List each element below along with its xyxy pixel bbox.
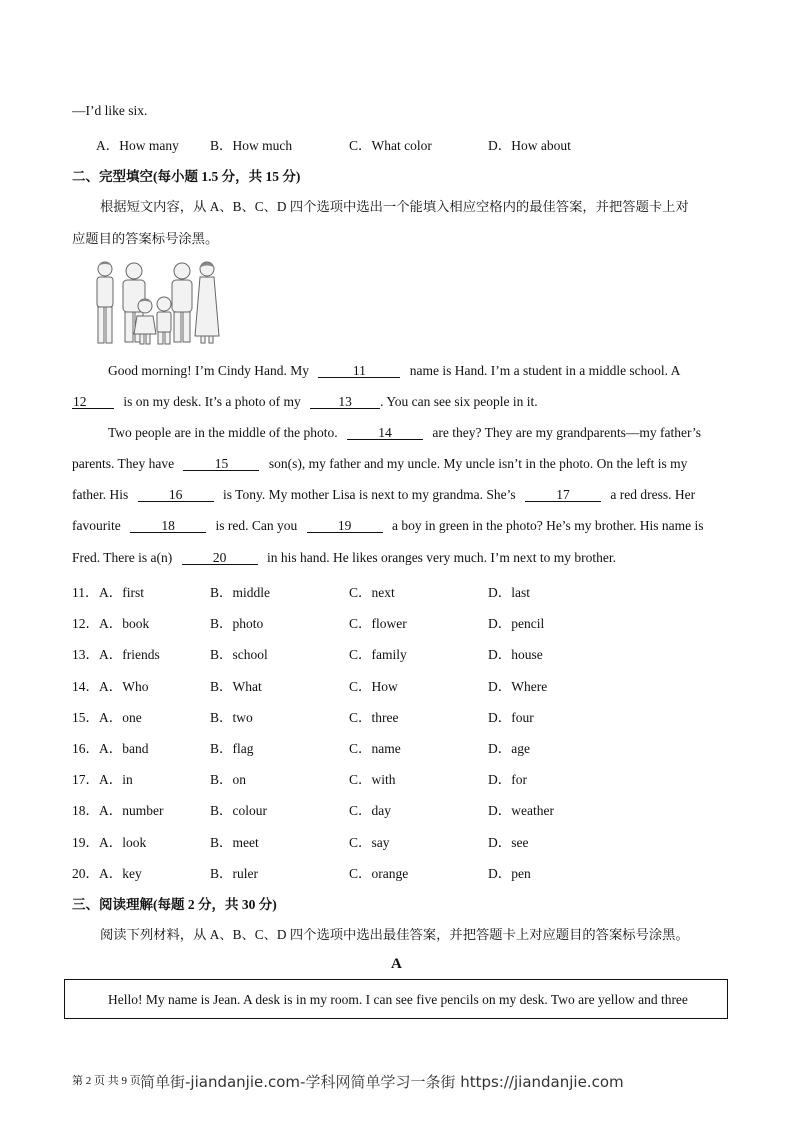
section3-title: 三、阅读理解(每题 2 分，共 30 分) <box>72 897 277 912</box>
passage-line-7 <box>72 550 616 566</box>
page-number: 第 2 页 共 9 页 <box>72 1075 141 1087</box>
passage-letter: A <box>391 956 402 972</box>
option-a[interactable]: A．book <box>99 616 150 631</box>
blank-11[interactable]: 11 <box>318 364 400 378</box>
passage-text: parents. They have <box>72 456 175 471</box>
question-number: 15． <box>72 710 99 725</box>
option-d[interactable]: D．pen <box>488 866 531 881</box>
option-d[interactable]: D．see <box>488 835 529 850</box>
option-b[interactable]: B．middle <box>210 585 270 600</box>
option-c[interactable]: C．How <box>349 679 398 694</box>
blank-12[interactable]: 12 <box>72 395 114 409</box>
option-a[interactable]: A．band <box>99 741 149 756</box>
option-d[interactable]: D．house <box>488 647 543 662</box>
question-number: 14． <box>72 679 99 694</box>
option-b[interactable]: B．flag <box>210 741 254 756</box>
passage-text: father. His <box>72 487 129 502</box>
option-c[interactable]: C．flower <box>349 616 407 631</box>
blank-16[interactable]: 16 <box>138 488 214 502</box>
blank-18[interactable]: 18 <box>130 519 206 533</box>
option-c[interactable]: C．say <box>349 835 390 850</box>
question-number: 13． <box>72 647 99 662</box>
passage-line-2 <box>72 394 538 410</box>
passage-text: in his hand. He likes oranges very much. I’m next to my brother. <box>266 550 617 565</box>
option-c[interactable]: C．with <box>349 772 396 787</box>
passage-text: a boy in green in the photo? He’s my brother. His name is <box>391 518 704 533</box>
passage-text: is Tony. My mother Lisa is next to my grandma. She’s <box>223 487 516 502</box>
option-c[interactable]: C．name <box>349 741 401 756</box>
passage-line-6 <box>72 518 704 534</box>
option-a[interactable]: A．key <box>99 866 142 881</box>
option-d[interactable]: D．weather <box>488 803 554 818</box>
option-d[interactable]: D．last <box>488 585 530 600</box>
passage-text: a red dress. Her <box>610 487 696 502</box>
option-b[interactable]: B．ruler <box>210 866 258 881</box>
prev-option-c: C．What color <box>349 138 432 153</box>
watermark: 简单街-jiandanjie.com-学科网简单学习一条街 https://jiandanjie.com <box>140 1073 624 1091</box>
option-b[interactable]: B．on <box>210 772 247 787</box>
option-b[interactable]: B．colour <box>210 803 267 818</box>
blank-13[interactable]: 13 <box>310 395 380 409</box>
option-c[interactable]: C．orange <box>349 866 409 881</box>
option-a[interactable]: A．one <box>99 710 142 725</box>
question-number: 18． <box>72 803 99 818</box>
option-c[interactable]: C．next <box>349 585 395 600</box>
passage-text: Good morning! I’m Cindy Hand. My <box>108 363 309 378</box>
question-number: 16． <box>72 741 99 756</box>
prev-answer-line: —I’d like six. <box>72 103 148 118</box>
passage-text: Two people are in the middle of the photo. <box>108 425 338 440</box>
option-c[interactable]: C．three <box>349 710 399 725</box>
passage-text: . You can see six people in it. <box>380 394 538 409</box>
option-a[interactable]: A．friends <box>99 647 160 662</box>
option-b[interactable]: B．school <box>210 647 268 662</box>
option-b[interactable]: B．What <box>210 679 262 694</box>
passage-text: Fred. There is a(n) <box>72 550 173 565</box>
option-b[interactable]: B．two <box>210 710 253 725</box>
option-b[interactable]: B．photo <box>210 616 264 631</box>
passage-text: are they? They are my grandparents—my father’s <box>432 425 702 440</box>
option-a[interactable]: A．look <box>99 835 147 850</box>
question-number: 11． <box>72 585 99 600</box>
section2-instruction-1: 根据短文内容，从 A、B、C、D 四个选项中选出一个能填入相应空格内的最佳答案，并把答题卡上对 <box>100 199 689 214</box>
passage-text: is red. Can you <box>215 518 298 533</box>
option-b[interactable]: B．meet <box>210 835 259 850</box>
question-number: 20． <box>72 866 99 881</box>
passage-line-5 <box>72 487 695 503</box>
family-illustration <box>92 256 224 348</box>
passage-text: son(s), my father and my uncle. My uncle isn’t in the photo. On the left is my <box>268 456 688 471</box>
option-d[interactable]: D．age <box>488 741 530 756</box>
option-a[interactable]: A．in <box>99 772 133 787</box>
prev-option-a: A．How many <box>96 138 179 153</box>
question-number: 19． <box>72 835 99 850</box>
blank-19[interactable]: 19 <box>307 519 383 533</box>
option-d[interactable]: D．Where <box>488 679 548 694</box>
option-a[interactable]: A．number <box>99 803 164 818</box>
option-d[interactable]: D．for <box>488 772 527 787</box>
section2-instruction-2: 应题目的答案标号涂黑。 <box>72 231 219 246</box>
passage-line-3 <box>108 425 701 441</box>
section2-title: 二、完型填空(每小题 1.5 分，共 15 分) <box>72 169 301 184</box>
blank-15[interactable]: 15 <box>183 457 259 471</box>
option-d[interactable]: D．pencil <box>488 616 545 631</box>
passage-text: name is Hand. I’m a student in a middle school. A <box>409 363 681 378</box>
question-number: 17． <box>72 772 99 787</box>
section3-instruction: 阅读下列材料，从 A、B、C、D 四个选项中选出最佳答案，并把答题卡上对应题目的答案标号涂黑。 <box>100 927 689 942</box>
option-c[interactable]: C．day <box>349 803 391 818</box>
option-d[interactable]: D．four <box>488 710 534 725</box>
passage-text: favourite <box>72 518 121 533</box>
prev-option-d: D．How about <box>488 138 571 153</box>
question-number: 12． <box>72 616 99 631</box>
blank-20[interactable]: 20 <box>182 551 258 565</box>
passage-line-1 <box>108 363 680 379</box>
prev-option-b: B．How much <box>210 138 293 153</box>
option-a[interactable]: A．Who <box>99 679 149 694</box>
passage-line-4 <box>72 456 687 472</box>
blank-17[interactable]: 17 <box>525 488 601 502</box>
blank-14[interactable]: 14 <box>347 426 423 440</box>
reading-passage-text: Hello! My name is Jean. A desk is in my room. I can see five pencils on my desk. Two are yellow and three <box>108 992 688 1007</box>
passage-text: is on my desk. It’s a photo of my <box>123 394 301 409</box>
option-c[interactable]: C．family <box>349 647 407 662</box>
option-a[interactable]: A．first <box>99 585 144 600</box>
